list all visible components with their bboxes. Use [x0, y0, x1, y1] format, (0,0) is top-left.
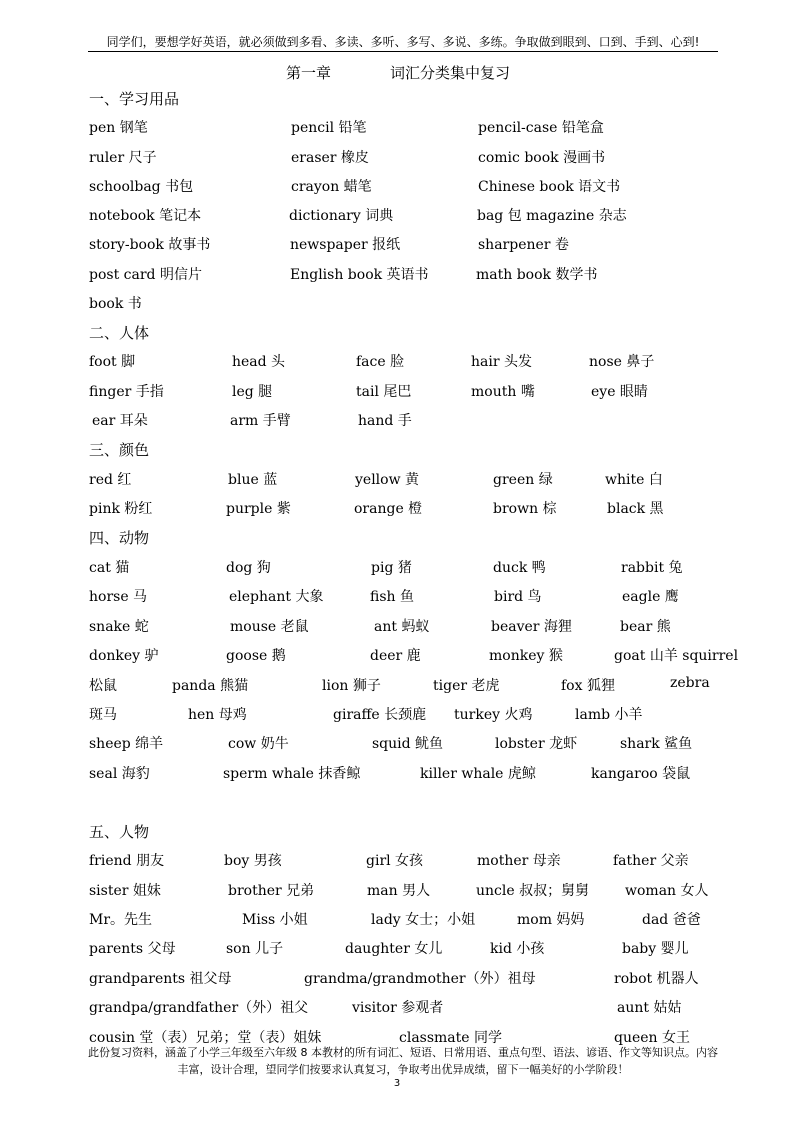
vocabulary-entry: cousin 堂（表）兄弟；堂（表）姐妹 — [89, 1030, 322, 1046]
vocabulary-entry: father 父亲 — [613, 853, 689, 869]
vocabulary-entry: sister 姐妹 — [89, 883, 161, 899]
section-title: 五、人物 — [89, 823, 150, 841]
vocabulary-entry: woman 女人 — [625, 883, 709, 899]
vocabulary-entry: black 黑 — [607, 501, 664, 517]
vocabulary-entry: head 头 — [232, 354, 286, 370]
vocabulary-entry: math book 数学书 — [476, 267, 598, 283]
vocabulary-entry: ruler 尺子 — [89, 150, 157, 166]
vocabulary-entry: monkey 猴 — [489, 648, 563, 664]
section-title: 三、颜色 — [89, 441, 150, 459]
vocabulary-entry: bird 鸟 — [494, 589, 542, 605]
vocabulary-entry: queen 女王 — [614, 1030, 691, 1046]
vocabulary-entry: foot 脚 — [89, 354, 136, 370]
vocabulary-entry: brown 棕 — [493, 501, 557, 517]
vocabulary-entry: tiger 老虎 — [433, 678, 500, 694]
vocabulary-entry: green 绿 — [493, 472, 553, 488]
vocabulary-entry: dog 狗 — [226, 560, 271, 576]
vocabulary-entry: 松鼠 — [89, 678, 117, 694]
vocabulary-entry: Miss 小姐 — [242, 912, 308, 928]
vocabulary-entry: bear 熊 — [620, 619, 671, 635]
vocabulary-entry: dictionary 词典 — [289, 208, 394, 224]
vocabulary-entry: kangaroo 袋鼠 — [591, 766, 691, 782]
vocabulary-entry: boy 男孩 — [224, 853, 282, 869]
vocabulary-entry: grandpa/grandfather（外）祖父 — [89, 1000, 309, 1016]
vocabulary-entry: seal 海豹 — [89, 766, 150, 782]
vocabulary-entry: grandma/grandmother（外）祖母 — [304, 971, 536, 987]
vocabulary-entry: eagle 鹰 — [622, 589, 679, 605]
vocabulary-entry: zebra — [670, 675, 710, 691]
vocabulary-entry: leg 腿 — [232, 384, 273, 400]
vocabulary-entry: fish 鱼 — [370, 589, 414, 605]
vocabulary-entry: fox 狐狸 — [561, 678, 615, 694]
vocabulary-entry: mother 母亲 — [477, 853, 561, 869]
vocabulary-entry: daughter 女儿 — [345, 941, 443, 957]
chapter-title: 词汇分类集中复习 — [390, 64, 511, 82]
vocabulary-entry: kid 小孩 — [490, 941, 545, 957]
vocabulary-entry: pen 钢笔 — [89, 120, 148, 136]
vocabulary-entry: finger 手指 — [89, 384, 164, 400]
vocabulary-entry: bag 包 magazine 杂志 — [477, 208, 627, 224]
vocabulary-entry: man 男人 — [367, 883, 431, 899]
vocabulary-entry: Chinese book 语文书 — [478, 179, 621, 195]
vocabulary-entry: duck 鸭 — [493, 560, 546, 576]
vocabulary-entry: story-book 故事书 — [89, 237, 211, 253]
vocabulary-entry: orange 橙 — [354, 501, 423, 517]
vocabulary-entry: pig 猪 — [371, 560, 412, 576]
vocabulary-entry: parents 父母 — [89, 941, 176, 957]
vocabulary-entry: elephant 大象 — [229, 589, 324, 605]
vocabulary-entry: red 红 — [89, 472, 132, 488]
vocabulary-entry: blue 蓝 — [228, 472, 278, 488]
vocabulary-entry: ear 耳朵 — [92, 413, 148, 429]
vocabulary-entry: brother 兄弟 — [228, 883, 315, 899]
vocabulary-entry: sperm whale 抹香鲸 — [223, 766, 361, 782]
vocabulary-entry: face 脸 — [356, 354, 405, 370]
vocabulary-entry: visitor 参观者 — [352, 1000, 444, 1016]
vocabulary-entry: lion 狮子 — [322, 678, 381, 694]
vocabulary-entry: mouth 嘴 — [471, 384, 535, 400]
vocabulary-entry: robot 机器人 — [614, 971, 699, 987]
vocabulary-entry: panda 熊猫 — [172, 678, 249, 694]
vocabulary-entry: hand 手 — [358, 413, 412, 429]
vocabulary-entry: sheep 绵羊 — [89, 736, 164, 752]
vocabulary-entry: donkey 驴 — [89, 648, 159, 664]
vocabulary-entry: snake 蛇 — [89, 619, 149, 635]
vocabulary-entry: friend 朋友 — [89, 853, 165, 869]
vocabulary-entry: lobster 龙虾 — [495, 736, 578, 752]
vocabulary-entry: deer 鹿 — [370, 648, 421, 664]
vocabulary-entry: classmate 同学 — [399, 1030, 503, 1046]
vocabulary-entry: newspaper 报纸 — [290, 237, 401, 253]
vocabulary-entry: purple 紫 — [226, 501, 291, 517]
vocabulary-entry: English book 英语书 — [290, 267, 429, 283]
header-divider — [88, 51, 718, 52]
vocabulary-entry: hen 母鸡 — [188, 707, 247, 723]
vocabulary-entry: yellow 黄 — [355, 472, 420, 488]
vocabulary-entry: baby 婴儿 — [622, 941, 689, 957]
vocabulary-entry: eraser 橡皮 — [291, 150, 369, 166]
vocabulary-entry: 斑马 — [89, 707, 117, 723]
vocabulary-entry: turkey 火鸡 — [454, 707, 533, 723]
vocabulary-entry: goose 鹅 — [226, 648, 286, 664]
vocabulary-entry: schoolbag 书包 — [89, 179, 194, 195]
vocabulary-entry: crayon 蜡笔 — [291, 179, 372, 195]
vocabulary-entry: killer whale 虎鲸 — [420, 766, 536, 782]
vocabulary-entry: lady 女士；小姐 — [371, 912, 476, 928]
vocabulary-entry: white 白 — [605, 472, 663, 488]
vocabulary-entry: notebook 笔记本 — [89, 208, 202, 224]
page-number: 3 — [393, 1078, 401, 1089]
vocabulary-entry: cow 奶牛 — [228, 736, 289, 752]
chapter-number: 第一章 — [286, 64, 332, 82]
vocabulary-entry: pink 粉红 — [89, 501, 153, 517]
vocabulary-entry: cat 猫 — [89, 560, 130, 576]
page-header: 同学们，要想学好英语，就必须做到多看、多读、多听、多写、多说、多练。争取做到眼到、口到、手到、心到! — [106, 35, 700, 49]
vocabulary-entry: rabbit 兔 — [621, 560, 683, 576]
vocabulary-entry: shark 鲨鱼 — [620, 736, 693, 752]
vocabulary-entry: beaver 海狸 — [491, 619, 572, 635]
vocabulary-entry: mom 妈妈 — [517, 912, 585, 928]
section-title: 二、人体 — [89, 324, 150, 342]
vocabulary-entry: aunt 姑姑 — [617, 1000, 682, 1016]
vocabulary-entry: grandparents 祖父母 — [89, 971, 232, 987]
section-title: 四、动物 — [89, 529, 150, 547]
vocabulary-entry: Mr。先生 — [89, 912, 153, 928]
vocabulary-entry: eye 眼睛 — [591, 384, 648, 400]
vocabulary-entry: squid 鱿鱼 — [372, 736, 444, 752]
vocabulary-entry: lamb 小羊 — [575, 707, 643, 723]
vocabulary-entry: uncle 叔叔；舅舅 — [476, 883, 590, 899]
vocabulary-entry: pencil-case 铅笔盒 — [478, 120, 604, 136]
vocabulary-entry: comic book 漫画书 — [478, 150, 606, 166]
vocabulary-entry: post card 明信片 — [89, 267, 202, 283]
vocabulary-entry: nose 鼻子 — [589, 354, 655, 370]
page-footer: 此份复习资料，涵盖了小学三年级至六年级 8 本教材的所有词汇、短语、日常用语、重点句型、语法、谚语、作文等知识点。内容丰富，设计合理，望同学们按要求认真复习，争取考出优异成绩，留下一幅美好的小学阶段！ — [88, 1046, 718, 1076]
vocabulary-entry: son 儿子 — [226, 941, 284, 957]
vocabulary-entry: giraffe 长颈鹿 — [333, 707, 427, 723]
vocabulary-entry: horse 马 — [89, 589, 148, 605]
vocabulary-entry: sharpener 卷 — [478, 237, 569, 253]
vocabulary-entry: arm 手臂 — [230, 413, 291, 429]
vocabulary-entry: dad 爸爸 — [642, 912, 701, 928]
vocabulary-entry: mouse 老鼠 — [230, 619, 309, 635]
vocabulary-entry: hair 头发 — [471, 354, 532, 370]
vocabulary-entry: ant 蚂蚁 — [374, 619, 430, 635]
section-title: 一、学习用品 — [89, 90, 180, 108]
vocabulary-entry: tail 尾巴 — [356, 384, 412, 400]
vocabulary-entry: pencil 铅笔 — [291, 120, 367, 136]
vocabulary-entry: girl 女孩 — [366, 853, 424, 869]
vocabulary-entry: book 书 — [89, 296, 142, 312]
vocabulary-entry: goat 山羊 squirrel — [614, 648, 739, 664]
